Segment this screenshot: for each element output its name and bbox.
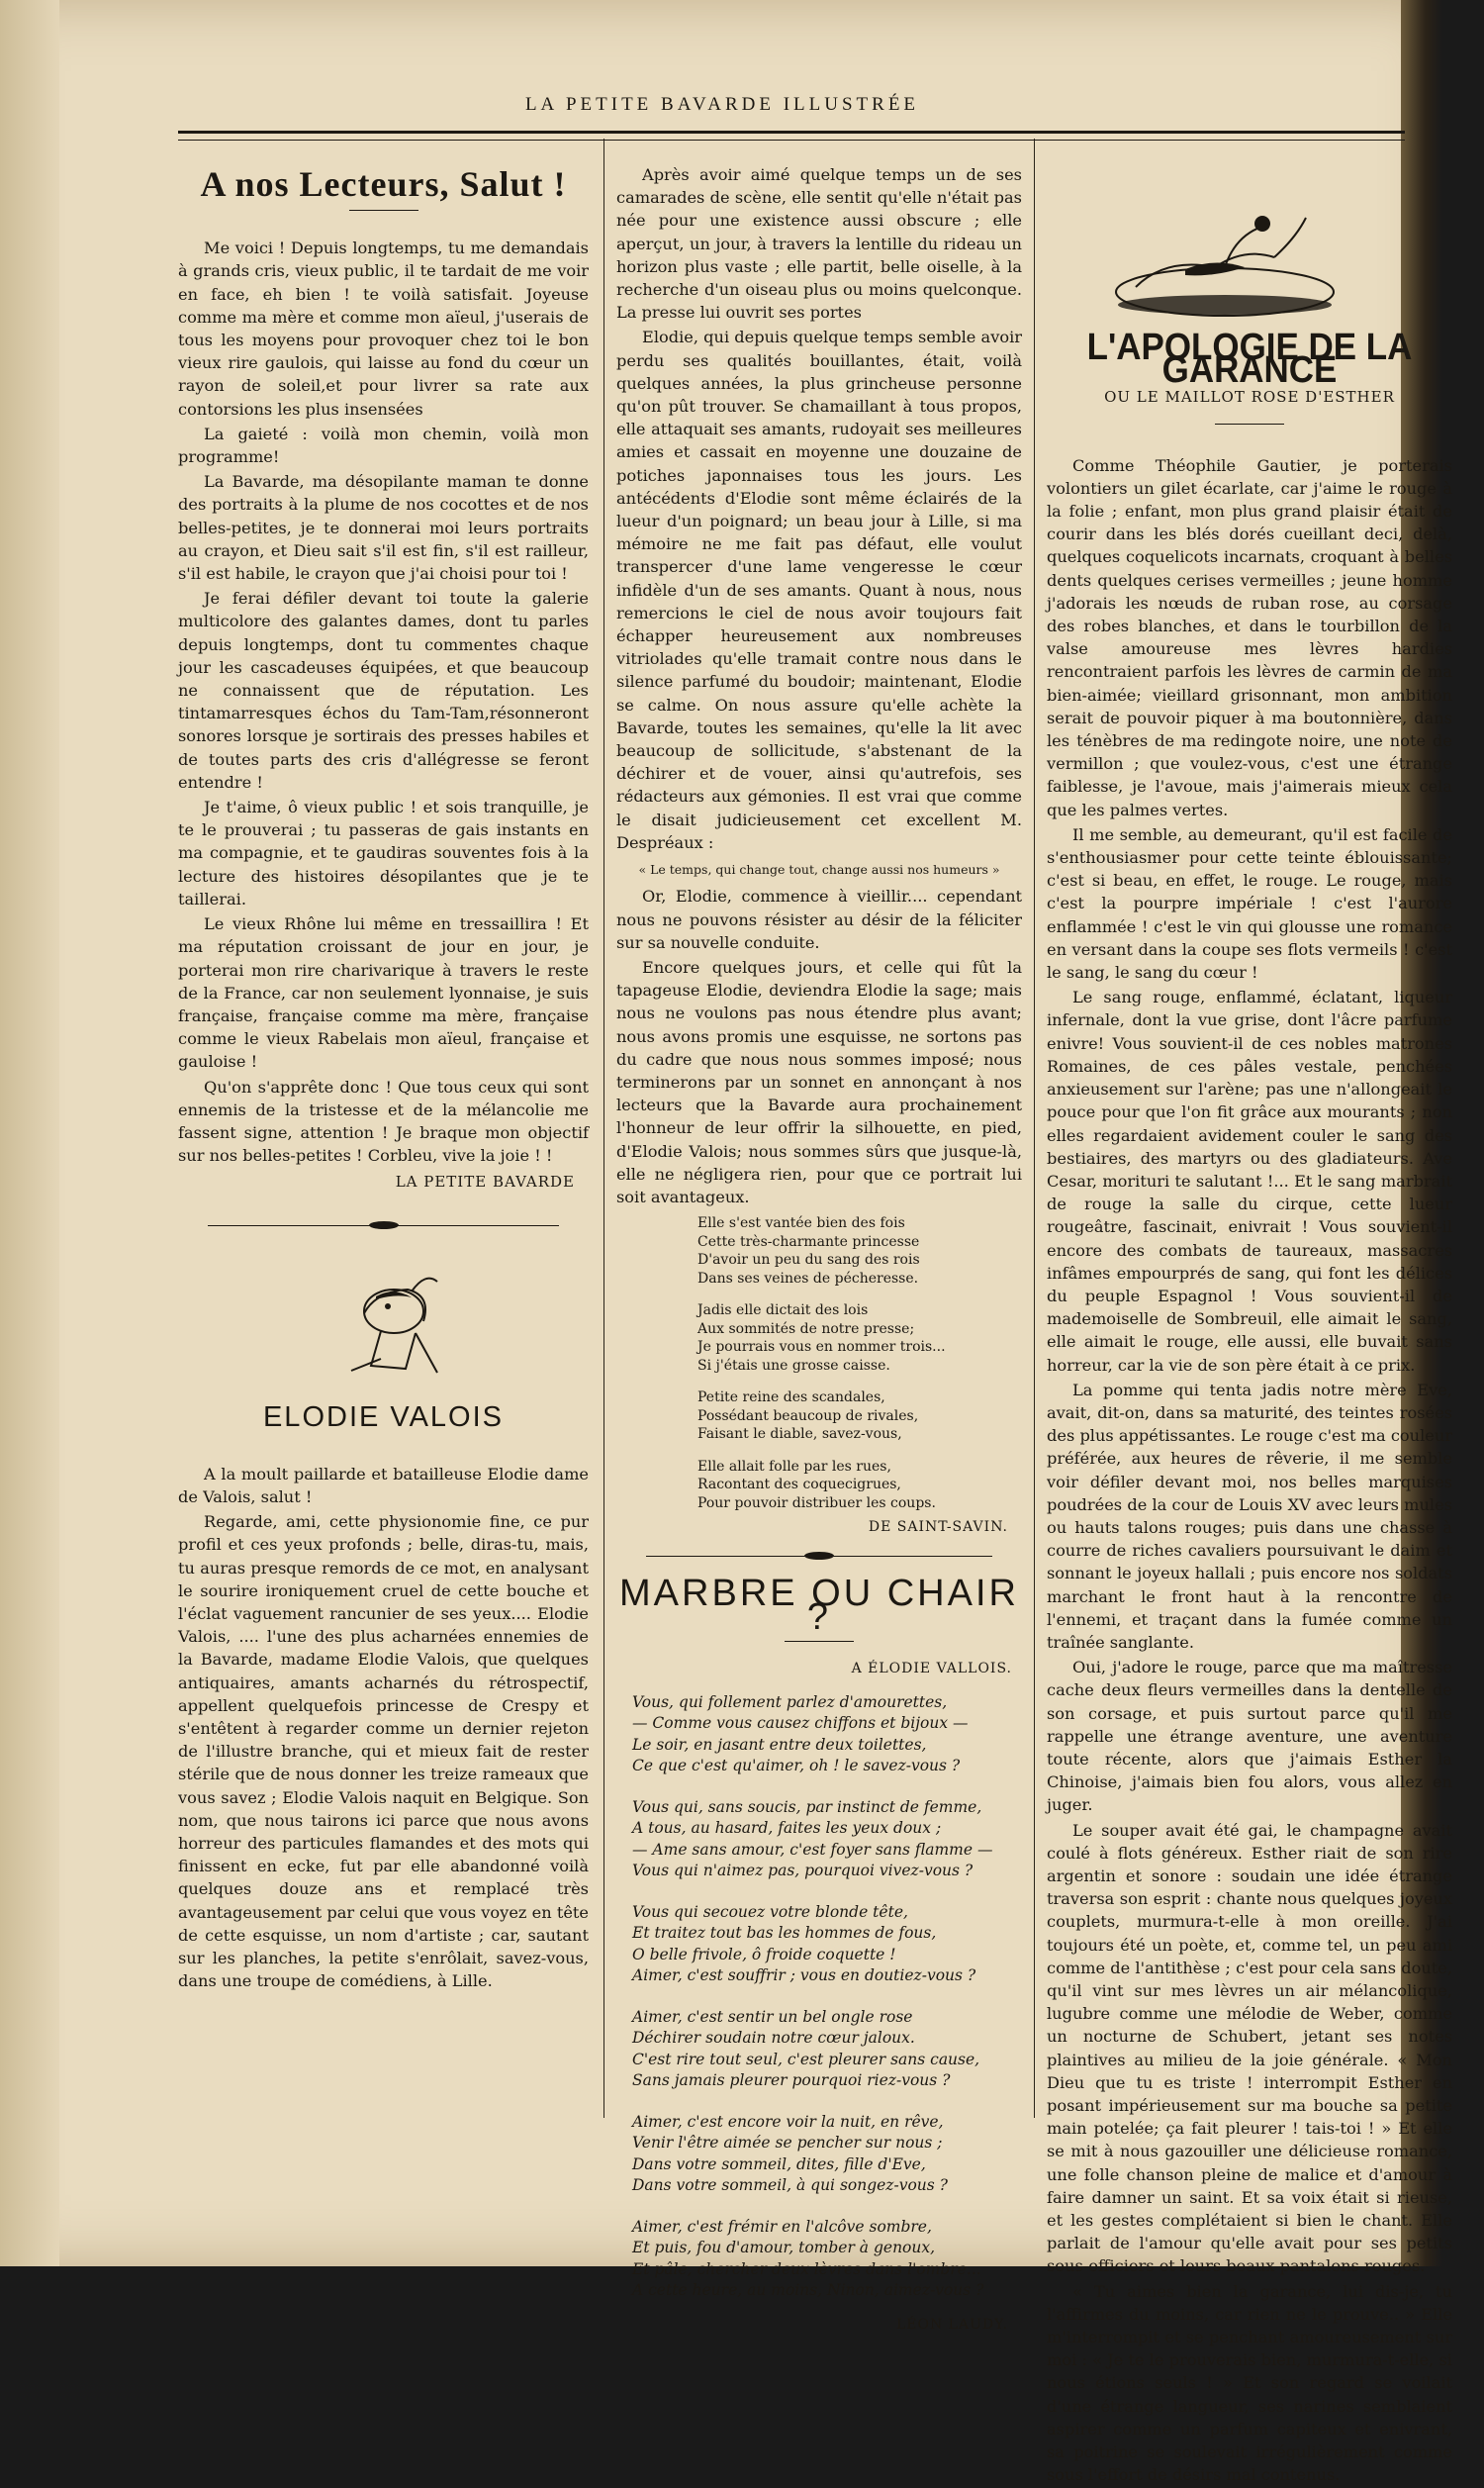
- verse-line: Possédant beaucoup de rivales,: [697, 1407, 919, 1424]
- verse-line: Et traitez tout bas les hommes de fous,: [632, 1924, 937, 1943]
- reclining-figure-illustration: [1047, 198, 1452, 336]
- verse-line: Vous qui, sans soucis, par instinct de femme,: [632, 1797, 982, 1816]
- masthead: LA PETITE BAVARDE ILLUSTRÉE: [524, 94, 920, 115]
- verse-line: Le soir, en jasant entre deux toilettes,: [632, 1735, 927, 1754]
- paragraph: Or, Elodie, commence à vieillir.... cependant nous ne pouvons résister au désir de la féliciter sur sa nouvelle conduite.: [616, 887, 1022, 952]
- verse-line: Vous, qui follement parlez d'amourettes,: [632, 1692, 948, 1711]
- paragraph: Elodie, qui depuis quelque temps semble avoir perdu ses qualités bouillantes, était, voilà quelques années, la plus grincheuse personne qu'on pût trouver. Se chamaillant à tous propos, elle attaquait ses amants, rudoyait ses meilleures amies et cassait en moyenne une douzaine de potiches japonnaises tous les jours. Les antécédents d'Elodie sont même éclairés de la lueur d'un poignard; un beau jour à Lille, si ma mémoire ne me fait pas défaut, elle voulut transpercer d'une lame vengeresse le cœur infidèle d'un de ses amants. Quant à nous, nous remercions le ciel de nous avoir toujours fait échapper heureusement aux nombreuses vitriolades qu'elle tramait contre nous dans le silence parfumé du boudoir; maintenant, Elodie se calme. On nous assure qu'elle achète la Bavarde, toutes les semaines, qu'elle la lit avec beaucoup de sollicitude, s'abstenant de la déchirer et de vouer, ainsi qu'autrefois, ses rédacteurs aux gémonies. Il est vrai que comme le disait judicieusement cet excellent M. Despréaux :: [616, 328, 1022, 852]
- stanza: [697, 1458, 1022, 1513]
- verse-line: Racontant des coquecigrues,: [697, 1477, 901, 1493]
- verse-line: Aimer, c'est encore voir la nuit, en rêve,: [632, 2112, 944, 2131]
- marbre-title: MARBRE OU CHAIR ?: [619, 1573, 1019, 1638]
- verse-line: Aimer, c'est frémir en l'alcôve sombre,: [632, 2217, 932, 2236]
- stanza: [632, 1902, 1022, 1987]
- verse-line: Déchirer soudain notre cœur jaloux.: [632, 2029, 915, 2048]
- verse-line: Elle s'est vantée bien des fois: [697, 1215, 905, 1232]
- poem-dedication: A ÉLODIE VALLOIS.: [851, 1660, 1012, 1676]
- verse-line: Elle allait folle par les rues,: [697, 1458, 891, 1475]
- verse-line: Dans votre sommeil, à qui songez-vous ?: [632, 2176, 948, 2195]
- verse-line: A cette heure, au moins, Ninon, aimez-vous ?: [632, 2281, 984, 2300]
- paragraph: Qu'on s'apprête donc ! Que tous ceux qui sont ennemis de la tristesse et de la mélancolie me fassent signe, attention ! Je braque mon objectif sur nos belles-petites ! Corbleu, vive la joie ! !: [178, 1077, 589, 1166]
- paragraph: A la moult paillarde et batailleuse Elodie dame de Valois, salut !: [178, 1464, 589, 1506]
- title-rule: [349, 210, 418, 211]
- stanza: [697, 1301, 1022, 1375]
- quote: « Le temps, qui change tout, change aussi nos humeurs »: [638, 862, 1000, 878]
- verse-line: Dans votre sommeil, dites, fille d'Eve,: [632, 2154, 926, 2173]
- garance-body: [1047, 454, 1452, 2487]
- paragraph: Je t'aime, ô vieux public ! et sois tranquille, je te le prouverai ; tu passeras de gais instants en ma compagnie, et te gaudiras souventes fois à la lecture des histoires désopilantes que je te taillerai.: [178, 798, 589, 909]
- verse-line: Venir l'être aimée se pencher sur nous ;: [632, 2134, 943, 2153]
- verse-line: Aimer, c'est sentir un bel ongle rose: [632, 2007, 913, 2026]
- verse-line: Vous qui n'aimez pas, pourquoi vivez-vous ?: [632, 1862, 974, 1880]
- garance-subtitle: OU LE MAILLOT ROSE D'ESTHER: [1104, 388, 1395, 407]
- woman-hat-illustration: [178, 1252, 589, 1390]
- masthead-rule: [178, 131, 1405, 141]
- paragraph: Comme Théophile Gautier, je porterais volontiers un gilet écarlate, car j'aime le rouge à la folie ; enfant, mon plus grand plaisir était de courir dans les blés dorés cueillant deci, delà, quelques coquelicots incarnats, croquant à belles dents quelques cerises vermeilles ; jeune homme j'adorais les nœuds de ruban rose, au corsage des robes blanches, et dans le tourbillon de la valse amoureuse mes lèvres hardies rencontraient parfois les lèvres de carmin de ma bien-aimée; vieillard grisonnant, mon ambition serait de pouvoir piquer à ma boutonnière, dans les ténèbres de ma redingote noire, une note de vermillon ; que voulez-vous, c'est une étrange faiblesse, je l'avoue, mais j'aimerais mieux cela que les palmes vertes.: [1047, 455, 1452, 819]
- verse-line: Et puis, fou d'amour, tomber à genoux,: [632, 2239, 936, 2257]
- article-signature: LA PETITE BAVARDE: [395, 1173, 575, 1192]
- verse-line: D'avoir un peu du sang des rois: [697, 1252, 920, 1269]
- article-body: [178, 237, 589, 1167]
- verse-line: Jadis elle dictait des lois: [697, 1302, 869, 1319]
- paragraph: Encore quelques jours, et celle qui fût la tapageuse Elodie, deviendra Elodie la sage; mais nous ne voulons pas nous étendre plus avant; nous avons promis une esquisse, ne sortons pas du cadre que nous nous sommes imposé; nous terminerons par un sonnet en annonçant à nos lecteurs que la Bavarde aura prochainement l'honneur de leur offrir la silhouette, en pied, d'Elodie Valois; nous sommes sûrs que jusque-là, elle ne négligera rien, pour que ce portrait lui soit avantageux.: [616, 957, 1022, 1206]
- verse-line: — Comme vous causez chiffons et bijoux —: [632, 1714, 969, 1733]
- verse-line: Vous qui secouez votre blonde tête,: [632, 1902, 908, 1921]
- verse-line: Aux sommités de notre presse;: [697, 1320, 915, 1337]
- verse-line: Aimer, c'est souffrir ; vous en doutiez-vous ?: [632, 1966, 976, 1985]
- stanza: [632, 1797, 1022, 1882]
- elodie-title: ELODIE VALOIS: [262, 1400, 505, 1433]
- verse-line: Je pourrais vous en nommer trois...: [697, 1339, 946, 1356]
- stanza: [632, 2007, 1022, 2092]
- paragraph: Après avoir aimé quelque temps un de ses camarades de scène, elle sentit qu'elle n'était pas née pour une existence aussi obscure ; elle aperçut, un jour, à travers la lentille du rideau un horizon plus vaste ; elle partit, belle oiselle, à la recherche d'un oiseau plus ou moins quelconque. La presse lui ouvrit ses portes: [616, 165, 1022, 323]
- verse-line: Si j'étais une grosse caisse.: [697, 1357, 890, 1374]
- stanza: [632, 2217, 1022, 2302]
- stanza: [697, 1388, 1022, 1444]
- paragraph: Il me semble, au demeurant, qu'il est facile de s'enthousiasmer pour cette teinte éblouissante; c'est si beau, en effet, le rouge. Le rouge, mais c'est la pourpre impériale ! c'est l'aurore enflammée ! c'est le vin qui glousse une romance en versant dans la coupe ses flots vermeils ! c'est le sang, le sang du cœur !: [1047, 824, 1452, 983]
- paragraph: La gaieté : voilà mon chemin, voilà mon programme!: [178, 424, 589, 467]
- paragraph: La pomme qui tenta jadis notre mère Eve, avait, dit-on, dans sa maturité, des teintes rosées des plus appétissantes. Le rouge c'est ma couleur préférée, aux heures de rêverie, il me semble voir défiler devant moi, nos belles marquises poudrées de la cour de Louis XV avec leurs mules ou hauts talons rouges; puis dans une chasse à courre de riches cavaliers poursuivant le daim et sonnant le joyeux hallali ; puis encore nos soldats marchant le front haut à la rencontre de l'ennemi, et traçant dans la fumée comme un traînée sanglante.: [1047, 1380, 1452, 1652]
- verse-line: Et pâle, chercher deux lèvres dans l'ombre...: [632, 2259, 981, 2278]
- sonnet-signature: DE SAINT-SAVIN.: [868, 1519, 1008, 1536]
- paragraph: Le vieux Rhône lui même en tressaillira ! Et ma réputation croissant de jour en jour, je porterai mon rire charivarique à travers le reste de la France, car non seulement lyonnaise, je suis française, française comme ma mère, française comme le vieux Rabelais mon aïeul, française et gauloise !: [178, 914, 589, 1072]
- verse-line: O belle frivole, ô froide coquette !: [632, 1945, 896, 1963]
- elodie-continued-2: [616, 885, 1022, 1208]
- verse-line: Petite reine des scandales,: [697, 1389, 885, 1406]
- column-rule: [1034, 139, 1035, 2118]
- sonnet: [616, 1214, 1022, 1512]
- stanza: [632, 1692, 1022, 1777]
- column-2: [616, 163, 1022, 2337]
- verse-line: Cette très-charmante princesse: [697, 1233, 920, 1250]
- paragraph: Regarde, ami, cette physionomie fine, ce pur profil et ces yeux profonds ; belle, diras-tu, mais, tu auras presque remords de ce mot, en analysant le sourire ironiquement cruel de cette bouche et l'éclat vaguement rancunier de ses yeux.... Elodie Valois, .... l'une des plus acharnées ennemies de la Bavarde, madame Elodie Valois, que quelques antiquaires, amants acharnés du rétrospectif, appellent quelquefois princesse de Crespy et s'entêtent à regarder comme un dernier rejeton de l'illustre branche, qui et mieux fait de rester stérile que de nous donner les treize rameaux que vous savez ; Elodie Valois naquit en Belgique. Son nom, que nous tairons ici parce que nous avons horreur des particules flamandes et des mots qui finissent en ecke, fut par elle abandonné voilà quelques douze ans et remplacé très avantageusement par celui que vous voyez en tête de cette esquisse, un nom d'artiste ; car, sautant sur les planches, la petite s'enrôlait, savez-vous, dans une troupe de comédiens, à Lille.: [178, 1512, 589, 1991]
- column-rule: [603, 139, 604, 2118]
- stanza: [697, 1214, 1022, 1288]
- paragraph: Je ferai défiler devant toi toute la galerie multicolore des galantes dames, dont tu parles depuis longtemps, dont tu commentes chaque jour les cascadeuses équipées, et que beaucoup ne connaissent que de réputation. Les tintamarresques échos du Tam-Tam,résonneront sonores lorsque je sortirais des presses habiles et de toutes parts des cris d'allégresse se feront entendre !: [178, 589, 589, 792]
- elodie-continued: [616, 163, 1022, 854]
- marbre-signature: LÉON LAUDY.: [895, 2316, 1008, 2333]
- paragraph: Oui, j'adore le rouge, parce que ma maîtresse cache deux fleurs vermeilles dans la dentelle de son corsage, et puis surtout parce qu'il me rappelle une étrange aventure, une aventure toute récente, alors que j'aimais Esther la Chinoise, j'aimais bien fou alors, vous allez en juger.: [1047, 1658, 1452, 1815]
- verse-line: C'est rire tout seul, c'est pleurer sans cause,: [632, 2050, 980, 2068]
- paragraph: Le souper avait été gai, le champagne avait coulé à flots généreux. Esther riait de son rire argentin et sonore : soudain une idée étrange traversa son esprit : chante nous quelques joyeux couplets, murmura-t-elle à mon oreille. J'ai toujours été un poète, et, comme tel, un peu ami comme de l'antithèse ; c'est pour cela sans doute, qu'il vint sur mes lèvres un air mélancolique, lugubre comme une mélodie de Weber, comme un nocturne de Schubert, jetant ses notes plaintives au milieu de la joie générale. « Mon Dieu que tu es triste ! interrompit Esther en posant impérieusement sur ma bouche sa petite main potelée; ça fait pleurer ! tais-toi ! » Et elle se mit à nous gazouiller une délicieuse romance, une folle chanson pleine de malice et d'amour à faire damner un saint. Et sa voix était si rieuse, et les gestes complétaient si bien le chant. Elle parlait de l'amour qu'elle avait pour ses petits sous-officiers et leurs beaux pantalons rouges.: [1047, 1820, 1452, 2276]
- verse-line: Dans ses veines de pécheresse.: [697, 1270, 919, 1287]
- verse-line: — Ame sans amour, c'est foyer sans flamme —: [632, 1840, 993, 1859]
- verse-line: A tous, au hasard, faites les yeux doux ;: [632, 1819, 942, 1838]
- garance-title: L'APOLOGIE DE LA GARANCE: [1086, 327, 1413, 392]
- column-1: [178, 164, 589, 1994]
- verse-line: Faisant le diable, savez-vous,: [697, 1426, 902, 1443]
- ornamental-rule: [646, 1551, 992, 1563]
- verse-line: Pour pouvoir distribuer les coups.: [697, 1494, 936, 1511]
- title-rule: [1215, 424, 1284, 425]
- paragraph: Me voici ! Depuis longtemps, tu me demandais à grands cris, vieux public, il te tardait de me voir en face, eh bien ! te voilà satisfait. Joyeuse comme ma mère et comme mon aïeul, j'userais de tous les moyens pour provoquer chez toi le bon vieux rire gaulois, qui laisse au fond du cœur un rayon de soleil,et pour livrer sa rate aux contorsions les plus insensées: [178, 239, 589, 419]
- verse-line: Ce que c'est qu'aimer, oh ! le savez-vous ?: [632, 1757, 961, 1775]
- paragraph: « Tu aimes bien la garance, lui dis-je, tu l'affirmes du moins, car rien ne le prouve.. » Elle m'interrompit et se penchant amoureusement sur moi : « Je te le prouverais bien, murmura-t-elle, si nous étions seuls ! » Et son regard se voilait d'une étrange langueur, ses narines semblaient aspirer comme un parfum capiteux et enivrant, sa poitrine se soulevait irrégulièrement comme sous l'effort de désirs mal contenus.: [1047, 2281, 1452, 2485]
- article-title: A nos Lecteurs, Salut !: [200, 164, 567, 204]
- title-rule: [785, 1641, 854, 1642]
- marbre-poem: [616, 1692, 1022, 2302]
- stanza: [632, 2112, 1022, 2197]
- paragraph: La Bavarde, ma désopilante maman te donne des portraits à la plume de nos cocottes et de nos belles-petites, je te donnerai moi leurs portraits au crayon, et Dieu sait s'il est fin, s'il est railleur, s'il est habile, le crayon que j'ai choisi pour toi !: [178, 472, 589, 584]
- paragraph: Le sang rouge, enflammé, éclatant, liqueur infernale, dont la vue grise, dont l'âcre parfume enivre! Vous souvient-il de ces nobles matrones Romaines, de ces pâles vestale, penchées anxieusement sur l'arène; pas une n'allongeait le pouce pour que l'on fit grâce aux mourants ; non elles regardaient avidement couler le sang des bestiaires, des martyrs ou des gladiateurs. Ave Cesar, morituri te salutant !... Et le sang marbrait de rouge la salle du cirque, cette lueur rougeâtre, fascinait, enivrait ! Vous souvient-il encore des combats de taureaux, massacres infâmes empourprés de sang, qui font les délices du peuple Espagnol ! Vous souvient-il de mademoiselle de Sombreuil, elle aimait le sang, elle aimait le rouge, elle aussi, elle buvait sans horreur, car la vie de son père était à ce prix.: [1047, 988, 1452, 1375]
- elodie-body: [178, 1463, 589, 1993]
- verse-line: Sans jamais pleurer pourquoi riez-vous ?: [632, 2071, 951, 2090]
- column-3: [1047, 198, 1452, 2488]
- torn-margin: [0, 0, 59, 2266]
- ornamental-rule: [208, 1220, 559, 1232]
